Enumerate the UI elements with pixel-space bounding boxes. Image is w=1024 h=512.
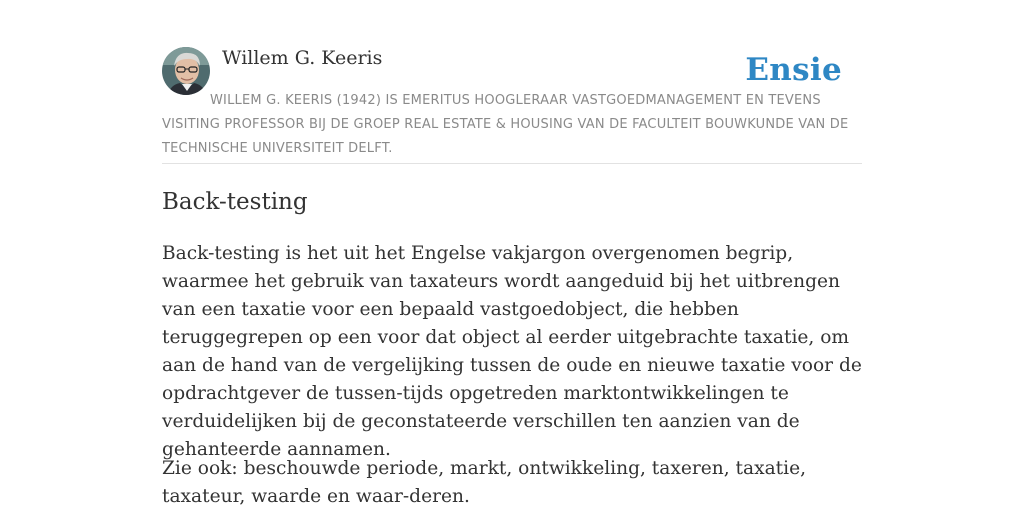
author-name[interactable]: Willem G. Keeris (222, 47, 383, 69)
brand-logo[interactable]: Ensie (745, 52, 842, 88)
author-portrait-icon (162, 47, 210, 95)
author-bio: WILLEM G. KEERIS (1942) IS EMERITUS HOOGLERAAR VASTGOEDMANAGEMENT EN TEVENS VISITING PROFESSOR BIJ DE GROEP REAL ESTATE & HOUSING VAN DE FACULTEIT BOUWKUNDE VAN DE TECHNISCHE UNIVERSITEIT DELFT. (162, 93, 849, 156)
entry-definition: Back-testing is het uit het Engelse vakjargon overgenomen begrip, waarmee het gebruik van taxateurs wordt aangeduid bij het uitbrengen van een taxatie voor een bepaald vastgoedobject, die hebben teruggegrepen op een voor dat object al eerder uitgebrachte taxatie, om aan de hand van de vergelijking tussen de oude en nieuwe taxatie voor de opdrachtgever de tussen-tijds opgetreden marktontwikkelingen te verduidelijken bij de geconstateerde verschillen ten aanzien van de gehanteerde aannamen. (162, 243, 862, 460)
author-avatar (162, 47, 210, 95)
entry-title: Back-testing (162, 189, 308, 215)
header-divider (162, 163, 862, 164)
entry-see-also: Zie ook: beschouwde periode, markt, ontwikkeling, taxeren, taxatie, taxateur, waarde en waar-deren. (162, 458, 807, 507)
